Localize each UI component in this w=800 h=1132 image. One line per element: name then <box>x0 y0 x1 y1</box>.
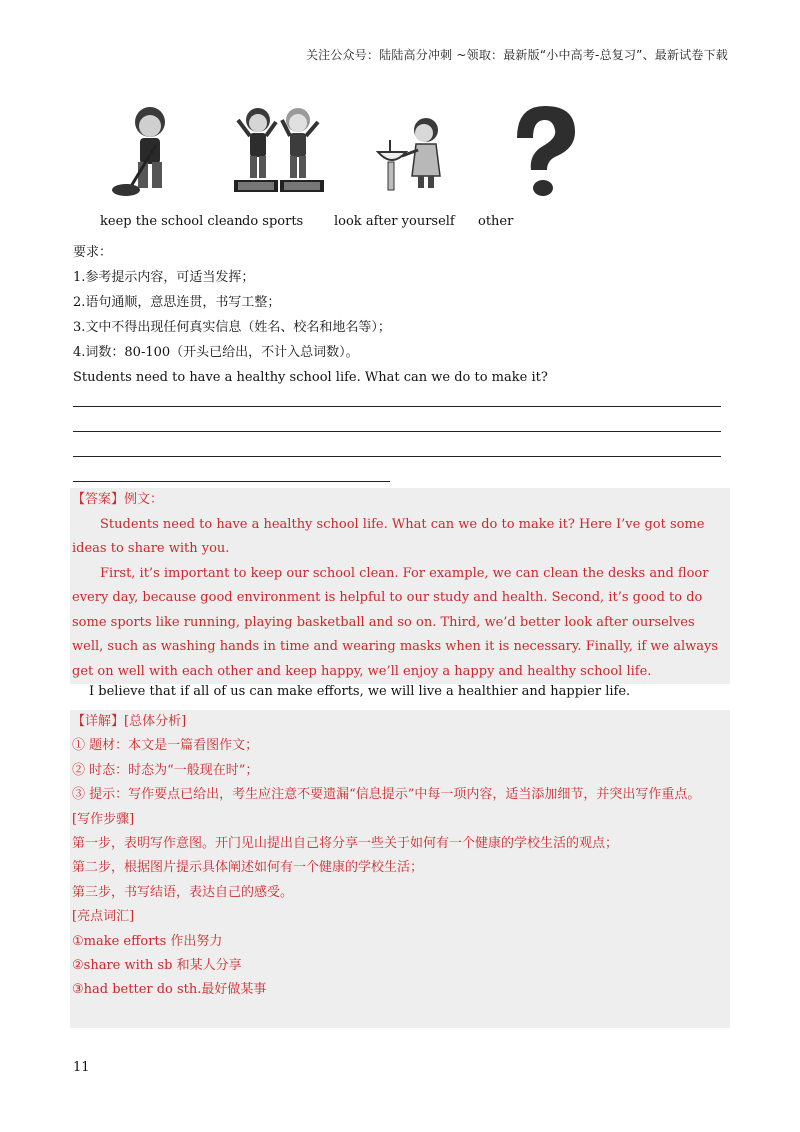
picture-captions <box>100 214 620 234</box>
kids-exercising-icon <box>228 100 328 200</box>
requirement-item: 4.词数：80-100（开头已给出，不计入总词数）。 <box>73 345 359 360</box>
vocab-label: [亮点词汇] <box>72 909 135 925</box>
boy-sweeping-icon <box>108 100 188 200</box>
question-mark-icon <box>495 100 585 200</box>
girl-washing-hands-icon <box>370 100 450 200</box>
requirement-item: 2.语句通顺，意思连贯，书写工整； <box>73 295 281 310</box>
requirements <box>73 240 733 390</box>
step-item: 第二步，根据图片提示具体阐述如何有一个健康的学校生活； <box>72 860 424 876</box>
caption-keep-clean: keep the school clean <box>100 214 243 229</box>
picture-row <box>100 100 620 205</box>
requirements-title: 要求： <box>73 245 113 260</box>
page-number: 11 <box>73 1060 90 1075</box>
writing-line <box>73 406 721 407</box>
steps-label: [写作步骤] <box>72 811 135 827</box>
answer-conclusion: I believe that if all of us can make efforts, we will live a healthier and happier life. <box>89 684 631 699</box>
page-header: 关注公众号：陆陆高分冲刺 ~领取：最新版“小中高考-总复习”、最新试卷下载 <box>305 48 728 62</box>
vocab-item: ①make efforts 作出努力 <box>72 933 223 949</box>
caption-look-after: look after yourself <box>334 214 455 229</box>
detail-item: ① 题材：本文是一篇看图作文； <box>72 738 259 754</box>
caption-do-sports: do sports <box>242 214 304 229</box>
opening-sentence: Students need to have a healthy school life. What can we do to make it? <box>73 370 548 385</box>
answer-paragraph: First, it’s important to keep our school clean. For example, we can clean the desks and floor every day, because good environment is helpful to our study and health. Second, it’s good to do some sports like running, playing basketball and so on. Third, we’d better look after ourselves well, such as washing hands in time and wearing masks when it is necessary. Finally, if we always get on well with each other and keep happy, we’ll enjoy a happy and healthy school life. <box>72 565 719 679</box>
detail-item: ② 时态：时态为“一般现在时”； <box>72 762 259 778</box>
writing-line <box>73 431 721 432</box>
detail-item: ③ 提示：写作要点已给出，考生应注意不要遗漏“信息提示”中每一项内容，适当添加细节，并突出写作重点。 <box>72 787 701 803</box>
vocab-item: ②share with sb 和某人分享 <box>72 958 242 974</box>
answer-paragraph: Students need to have a healthy school life. What can we do to make it? Here I’ve got some ideas to share with you. <box>72 516 705 556</box>
caption-other: other <box>478 214 514 229</box>
vocab-item: ③had better do sth.最好做某事 <box>72 982 267 998</box>
answer-section <box>70 488 730 684</box>
step-item: 第一步，表明写作意图。开门见山提出自己将分享一些关于如何有一个健康的学校生活的观点； <box>72 836 619 852</box>
writing-line <box>73 456 721 457</box>
writing-line <box>73 481 390 482</box>
step-item: 第三步，书写结语，表达自己的感受。 <box>72 884 294 900</box>
detail-section <box>70 710 730 1028</box>
detail-label: 【详解】[总体分析] <box>72 714 187 729</box>
requirement-item: 1.参考提示内容，可适当发挥； <box>73 270 255 285</box>
requirement-item: 3.文中不得出现任何真实信息（姓名、校名和地名等）； <box>73 320 391 335</box>
answer-label: 【答案】例文： <box>72 492 164 507</box>
